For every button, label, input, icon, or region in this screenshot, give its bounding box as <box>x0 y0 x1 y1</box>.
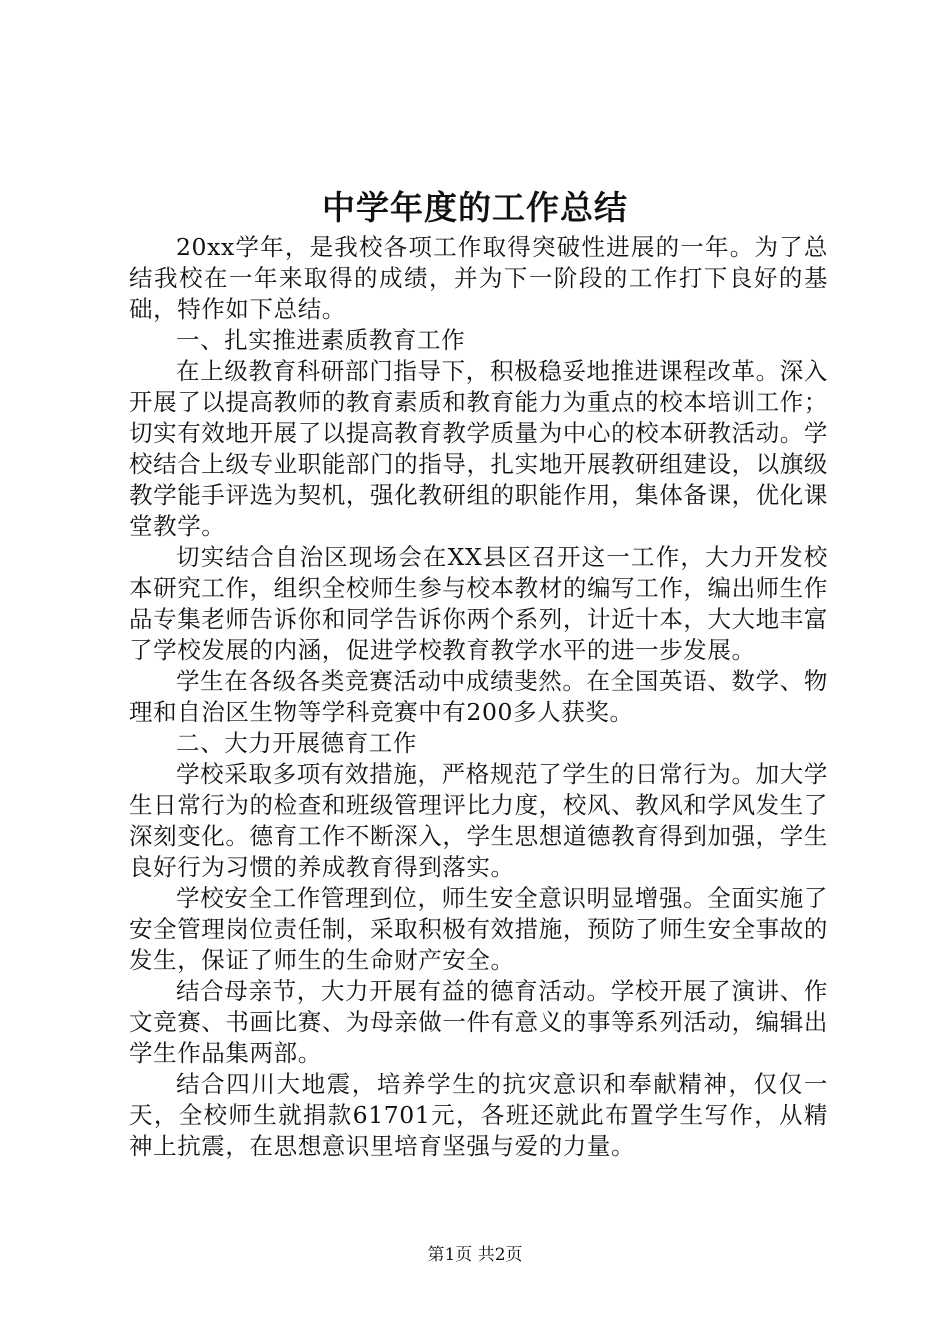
paragraph-moral-education: 学校采取多项有效措施，严格规范了学生的日常行为。加大学生日常行为的检查和班级管理评比力度，校风、教风和学风发生了深刻变化。德育工作不断深入，学生思想道德教育得到加强，学生良好行为习惯的养成教育得到落实。 <box>129 760 828 881</box>
paragraph-school-research: 切实结合自治区现场会在XX县区召开这一工作，大力开发校本研究工作，组织全校师生参与校本教材的编写工作，编出师生作品专集老师告诉你和同学告诉你两个系列，计近十本，大大地丰富了学校发展的内涵，促进学校教育教学水平的进一步发展。 <box>129 543 828 664</box>
paragraph-mothers-day: 结合母亲节，大力开展有益的德育活动。学校开展了演讲、作文竞赛、书画比赛、为母亲做一件有意义的事等系列活动，编辑出学生作品集两部。 <box>129 977 828 1067</box>
document-title: 中学年度的工作总结 <box>322 188 628 227</box>
paragraph-competitions: 学生在各级各类竞赛活动中成绩斐然。在全国英语、数学、物理和自治区生物等学科竞赛中有200多人获奖。 <box>129 667 828 726</box>
paragraph-curriculum-reform: 在上级教育科研部门指导下，积极稳妥地推进课程改革。深入开展了以提高教师的教育素质和教育能力为重点的校本培训工作；切实有效地开展了以提高教育教学质量为中心的校本研教活动。学校结合上级专业职能部门的指导，扎实地开展教研组建设，以旗级教学能手评选为契机，强化教研组的职能作用，集体备课，优化课堂教学。 <box>129 357 828 540</box>
paragraph-intro: 20xx学年，是我校各项工作取得突破性进展的一年。为了总结我校在一年来取得的成绩，并为下一阶段的工作打下良好的基础，特作如下总结。 <box>129 233 828 323</box>
paragraph-earthquake: 结合四川大地震，培养学生的抗灾意识和奉献精神，仅仅一天，全校师生就捐款61701元，各班还就此布置学生写作，从精神上抗震，在思想意识里培育坚强与爱的力量。 <box>129 1070 828 1160</box>
section-heading-2: 二、大力开展德育工作 <box>176 729 417 757</box>
section-heading-1: 一、扎实推进素质教育工作 <box>176 326 466 354</box>
paragraph-safety: 学校安全工作管理到位，师生安全意识明显增强。全面实施了安全管理岗位责任制，采取积极有效措施，预防了师生安全事故的发生，保证了师生的生命财产安全。 <box>129 884 828 974</box>
document-body <box>129 232 828 1162</box>
page-footer: 第1页 共2页 <box>427 1245 523 1265</box>
